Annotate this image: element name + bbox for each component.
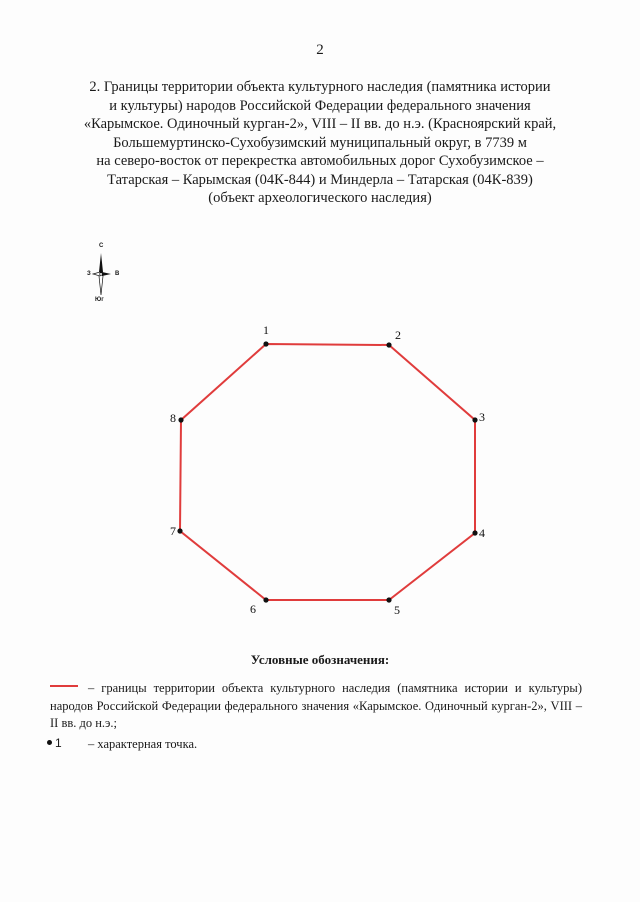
point-label-4: 4	[479, 526, 485, 540]
boundary-point-7	[177, 528, 182, 533]
territory-boundary	[180, 344, 475, 600]
boundary-point-8	[178, 417, 183, 422]
compass-west-label: З	[87, 271, 91, 277]
heading-line: «Карымское. Одиночный курган-2», VIII – II вв. до н.э. (Красноярский край,	[83, 116, 557, 132]
legend-title: Условные обозначения:	[250, 652, 390, 667]
page-number: 2	[316, 42, 324, 58]
legend-boundary-description	[50, 680, 582, 733]
legend-boundary-text: – границы территории объекта культурного наследия (памятника истории и культуры) народов Российской Федерации федерального значения «Карымское. Одиночный курган-2», VIII – II вв. до н.э.;	[50, 681, 582, 730]
legend-point-description: – характерная точка.	[88, 737, 198, 751]
boundary-point-5	[386, 597, 391, 602]
point-label-8: 8	[170, 411, 176, 425]
heading-line: Татарская – Карымская (04К-844) и Миндерла – Татарская (04К-839)	[107, 171, 533, 188]
point-label-2: 2	[395, 328, 401, 342]
point-label-3: 3	[479, 410, 485, 424]
compass-south-label: Юг	[95, 297, 104, 303]
boundary-point-2	[386, 342, 391, 347]
heading-line: Большемуртинско-Сухобузимский муниципальный округ, в 7739 м	[113, 134, 527, 151]
point-label-7: 7	[170, 524, 176, 538]
heading-line: на северо-восток от перекрестка автомобильных дорог Сухобузимское –	[96, 153, 544, 169]
boundary-point-4	[472, 530, 477, 535]
point-label-1: 1	[263, 323, 269, 337]
point-label-5: 5	[394, 603, 400, 617]
characteristic-points	[177, 341, 477, 602]
heading-line: и культуры) народов Российской Федерации федерального значения	[109, 97, 531, 114]
legend-point-number: 1	[55, 736, 62, 750]
boundary-point-3	[472, 417, 477, 422]
heading-line: 2. Границы территории объекта культурного наследия (памятника истории	[89, 79, 551, 95]
boundary-point-6	[263, 597, 268, 602]
compass-north-label: С	[99, 243, 104, 249]
point-labels	[170, 323, 485, 617]
boundary-point-1	[263, 341, 268, 346]
heading-line: (объект археологического наследия)	[208, 190, 432, 206]
legend-point-icon	[47, 740, 52, 745]
compass-east-label: В	[115, 271, 120, 277]
point-label-6: 6	[250, 602, 256, 616]
